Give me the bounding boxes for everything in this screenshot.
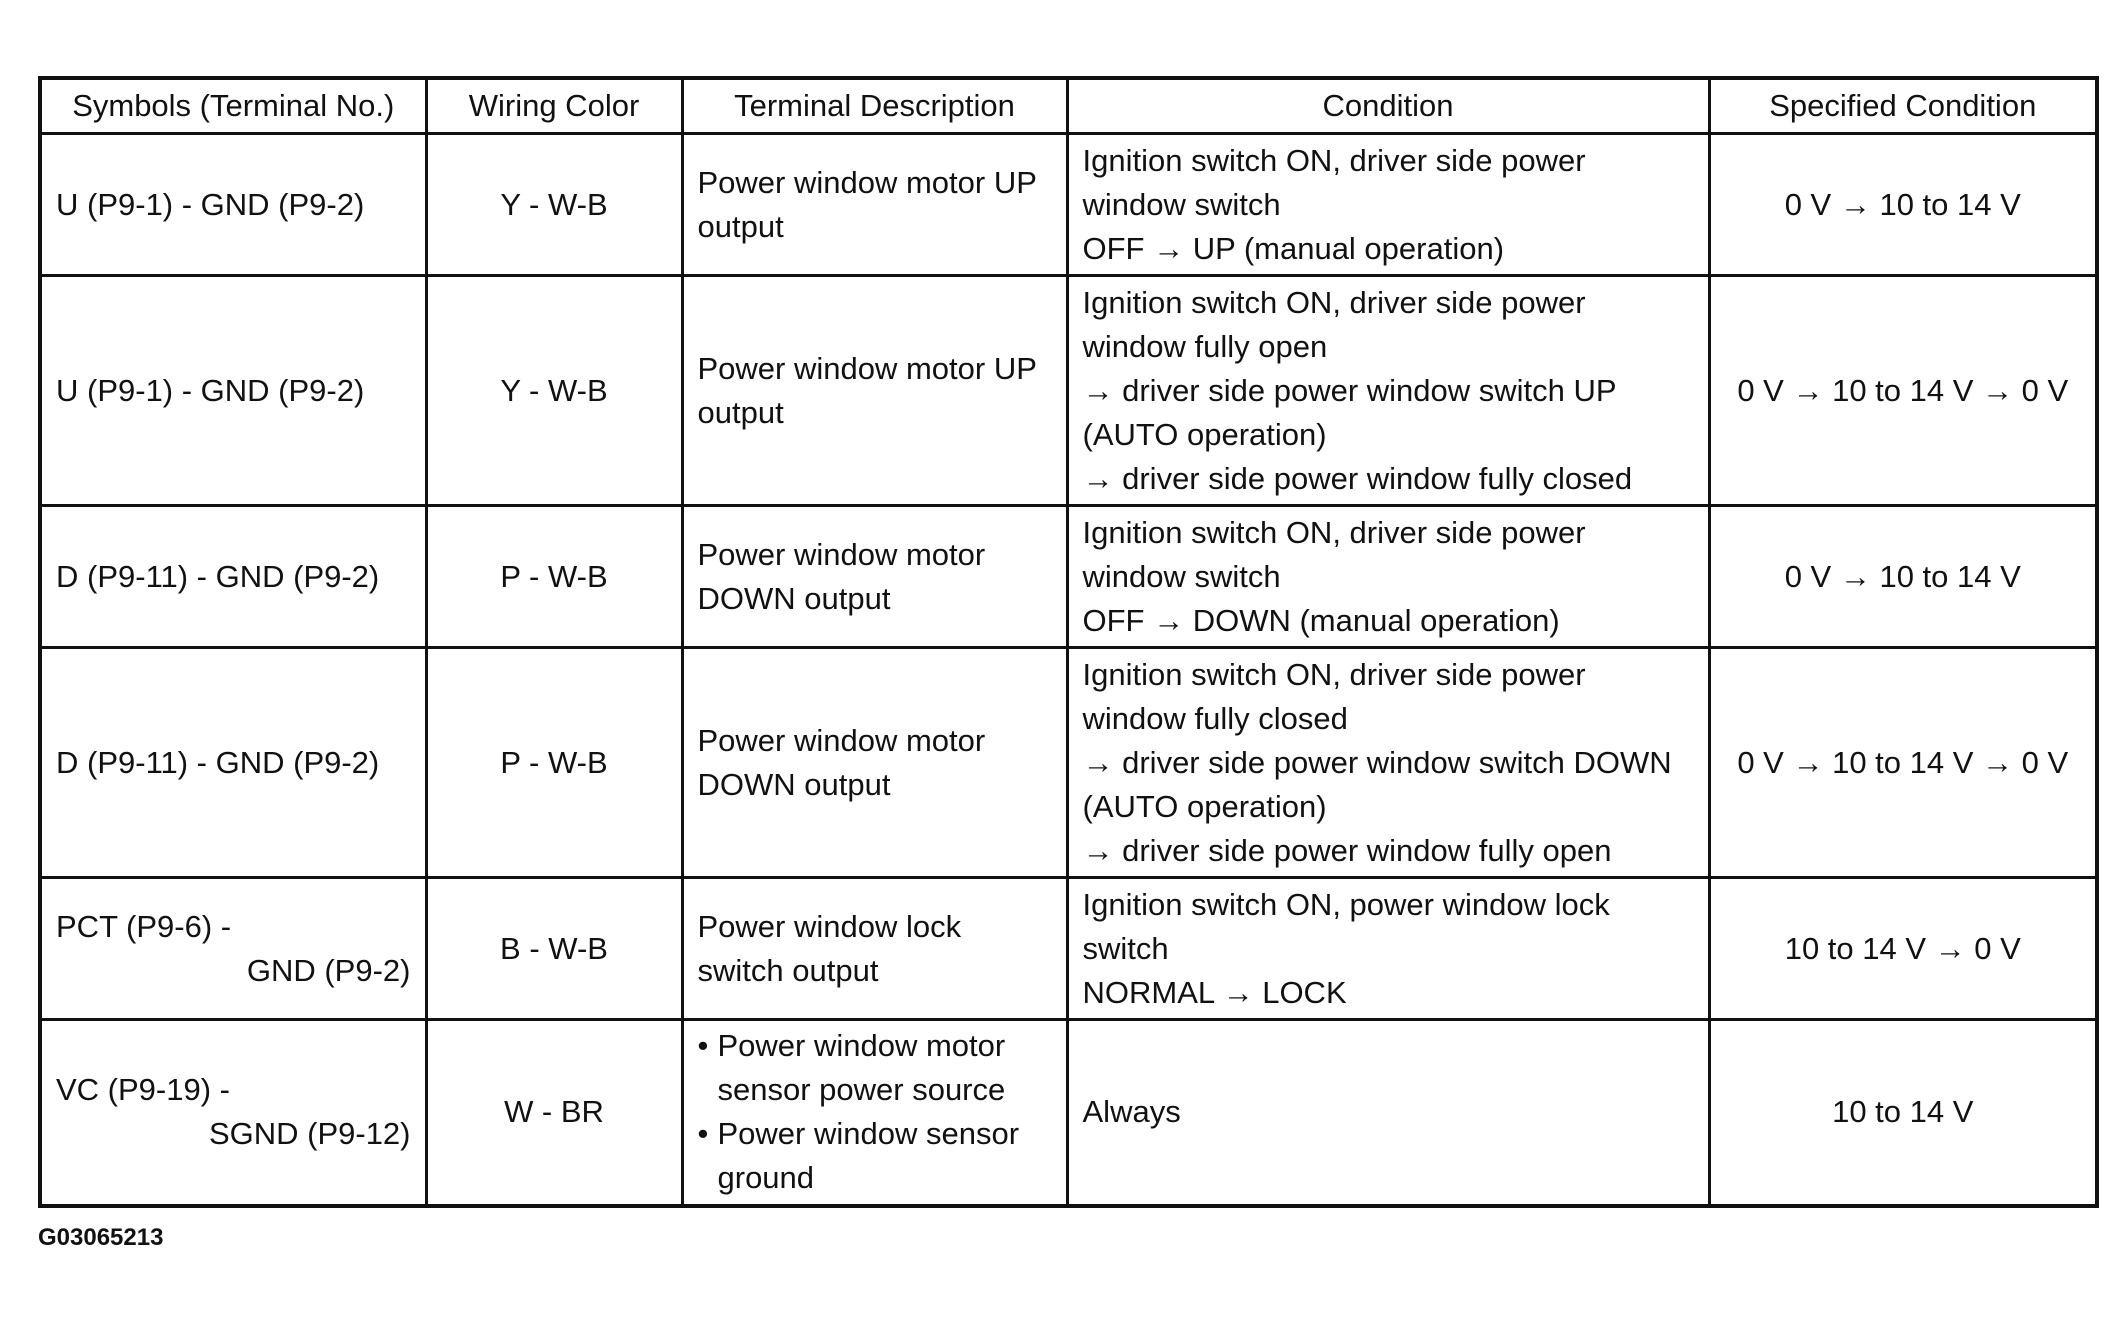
description-text: output bbox=[697, 394, 784, 430]
condition-text: Ignition switch ON, driver side power bbox=[1082, 142, 1586, 178]
wiring-cell: Y - W-B bbox=[426, 134, 682, 276]
symbol-text: D (P9-11) - GND (P9-2) bbox=[56, 744, 380, 780]
header-specified-condition: Specified Condition bbox=[1709, 78, 2097, 134]
condition-cell bbox=[1067, 506, 1709, 648]
wiring-cell: Y - W-B bbox=[426, 276, 682, 506]
condition-cell bbox=[1067, 878, 1709, 1020]
condition-text: → driver side power window fully open bbox=[1082, 832, 1612, 868]
table-row bbox=[40, 1020, 2097, 1206]
bullet-item bbox=[698, 1024, 1052, 1112]
table-row bbox=[40, 506, 2097, 648]
condition-text: window switch bbox=[1082, 558, 1281, 594]
condition-text: → driver side power window switch UP bbox=[1082, 372, 1617, 408]
symbol-text: U (P9-1) - GND (P9-2) bbox=[56, 372, 365, 408]
header-condition: Condition bbox=[1067, 78, 1709, 134]
symbol-text: VC (P9-19) - bbox=[56, 1072, 230, 1108]
description-cell bbox=[682, 878, 1067, 1020]
condition-text: (AUTO operation) bbox=[1082, 788, 1327, 824]
symbol-cell bbox=[40, 276, 426, 506]
symbol-text: SGND (P9-12) bbox=[208, 1116, 411, 1152]
description-text: DOWN output bbox=[697, 766, 891, 802]
condition-text: → driver side power window fully closed bbox=[1082, 460, 1633, 496]
description-text: Power window motor UP bbox=[697, 350, 1037, 386]
condition-text: (AUTO operation) bbox=[1082, 416, 1327, 452]
description-text: • Power window motor bbox=[717, 1028, 1006, 1064]
condition-text: Ignition switch ON, driver side power bbox=[1082, 656, 1586, 692]
specified-cell: 10 to 14 V → 0 V bbox=[1709, 878, 2097, 1020]
symbol-cell bbox=[40, 1020, 426, 1206]
description-cell bbox=[682, 134, 1067, 276]
condition-text: OFF → DOWN (manual operation) bbox=[1082, 602, 1560, 638]
symbol-cell bbox=[40, 134, 426, 276]
description-text: switch output bbox=[697, 952, 879, 988]
symbol-text: PCT (P9-6) - bbox=[56, 908, 232, 944]
description-text: Power window motor bbox=[697, 722, 986, 758]
description-text: • Power window sensor bbox=[717, 1116, 1020, 1152]
description-text: DOWN output bbox=[697, 580, 891, 616]
condition-text: window fully open bbox=[1082, 328, 1328, 364]
description-text: Power window lock bbox=[697, 908, 962, 944]
table-row bbox=[40, 134, 2097, 276]
specified-cell: 10 to 14 V bbox=[1709, 1020, 2097, 1206]
condition-text: switch bbox=[1082, 930, 1169, 966]
figure-code: G03065213 bbox=[38, 1224, 164, 1251]
wiring-cell: P - W-B bbox=[426, 506, 682, 648]
wiring-cell: B - W-B bbox=[426, 878, 682, 1020]
symbol-text: D (P9-11) - GND (P9-2) bbox=[56, 558, 380, 594]
description-cell bbox=[682, 648, 1067, 878]
condition-text: Ignition switch ON, power window lock bbox=[1082, 886, 1610, 922]
specified-cell: 0 V → 10 to 14 V bbox=[1709, 134, 2097, 276]
condition-text: OFF → UP (manual operation) bbox=[1082, 230, 1505, 266]
symbol-text: GND (P9-2) bbox=[246, 952, 411, 988]
condition-text: window switch bbox=[1082, 186, 1281, 222]
description-text: Power window motor bbox=[697, 536, 986, 572]
description-cell bbox=[682, 1020, 1067, 1206]
condition-text: → driver side power window switch DOWN bbox=[1082, 744, 1672, 780]
condition-text: Always bbox=[1082, 1094, 1181, 1130]
table-row bbox=[40, 276, 2097, 506]
description-text: sensor power source bbox=[717, 1072, 1006, 1108]
description-cell bbox=[682, 276, 1067, 506]
header-row bbox=[40, 78, 2097, 134]
header-wiring-color: Wiring Color bbox=[426, 78, 682, 134]
table-row bbox=[40, 648, 2097, 878]
description-text: ground bbox=[717, 1160, 815, 1196]
condition-cell bbox=[1067, 276, 1709, 506]
header-symbols: Symbols (Terminal No.) bbox=[40, 78, 426, 134]
symbol-cell bbox=[40, 648, 426, 878]
condition-cell bbox=[1067, 1020, 1709, 1206]
header-terminal-description: Terminal Description bbox=[682, 78, 1067, 134]
specified-cell: 0 V → 10 to 14 V → 0 V bbox=[1709, 276, 2097, 506]
description-bullet-list bbox=[698, 1024, 1052, 1200]
symbol-cell bbox=[40, 878, 426, 1020]
condition-cell bbox=[1067, 648, 1709, 878]
condition-text: Ignition switch ON, driver side power bbox=[1082, 514, 1586, 550]
description-text: Power window motor UP bbox=[697, 164, 1037, 200]
condition-text: window fully closed bbox=[1082, 700, 1348, 736]
condition-cell bbox=[1067, 134, 1709, 276]
terminal-spec-table bbox=[38, 76, 2099, 1208]
condition-text: NORMAL → LOCK bbox=[1082, 974, 1347, 1010]
specified-cell: 0 V → 10 to 14 V → 0 V bbox=[1709, 648, 2097, 878]
specified-cell: 0 V → 10 to 14 V bbox=[1709, 506, 2097, 648]
symbol-cell bbox=[40, 506, 426, 648]
condition-text: Ignition switch ON, driver side power bbox=[1082, 284, 1586, 320]
wiring-cell: P - W-B bbox=[426, 648, 682, 878]
description-cell bbox=[682, 506, 1067, 648]
description-text: output bbox=[697, 208, 784, 244]
wiring-cell: W - BR bbox=[426, 1020, 682, 1206]
table-row bbox=[40, 878, 2097, 1020]
symbol-text: U (P9-1) - GND (P9-2) bbox=[56, 186, 365, 222]
bullet-item bbox=[698, 1112, 1052, 1200]
